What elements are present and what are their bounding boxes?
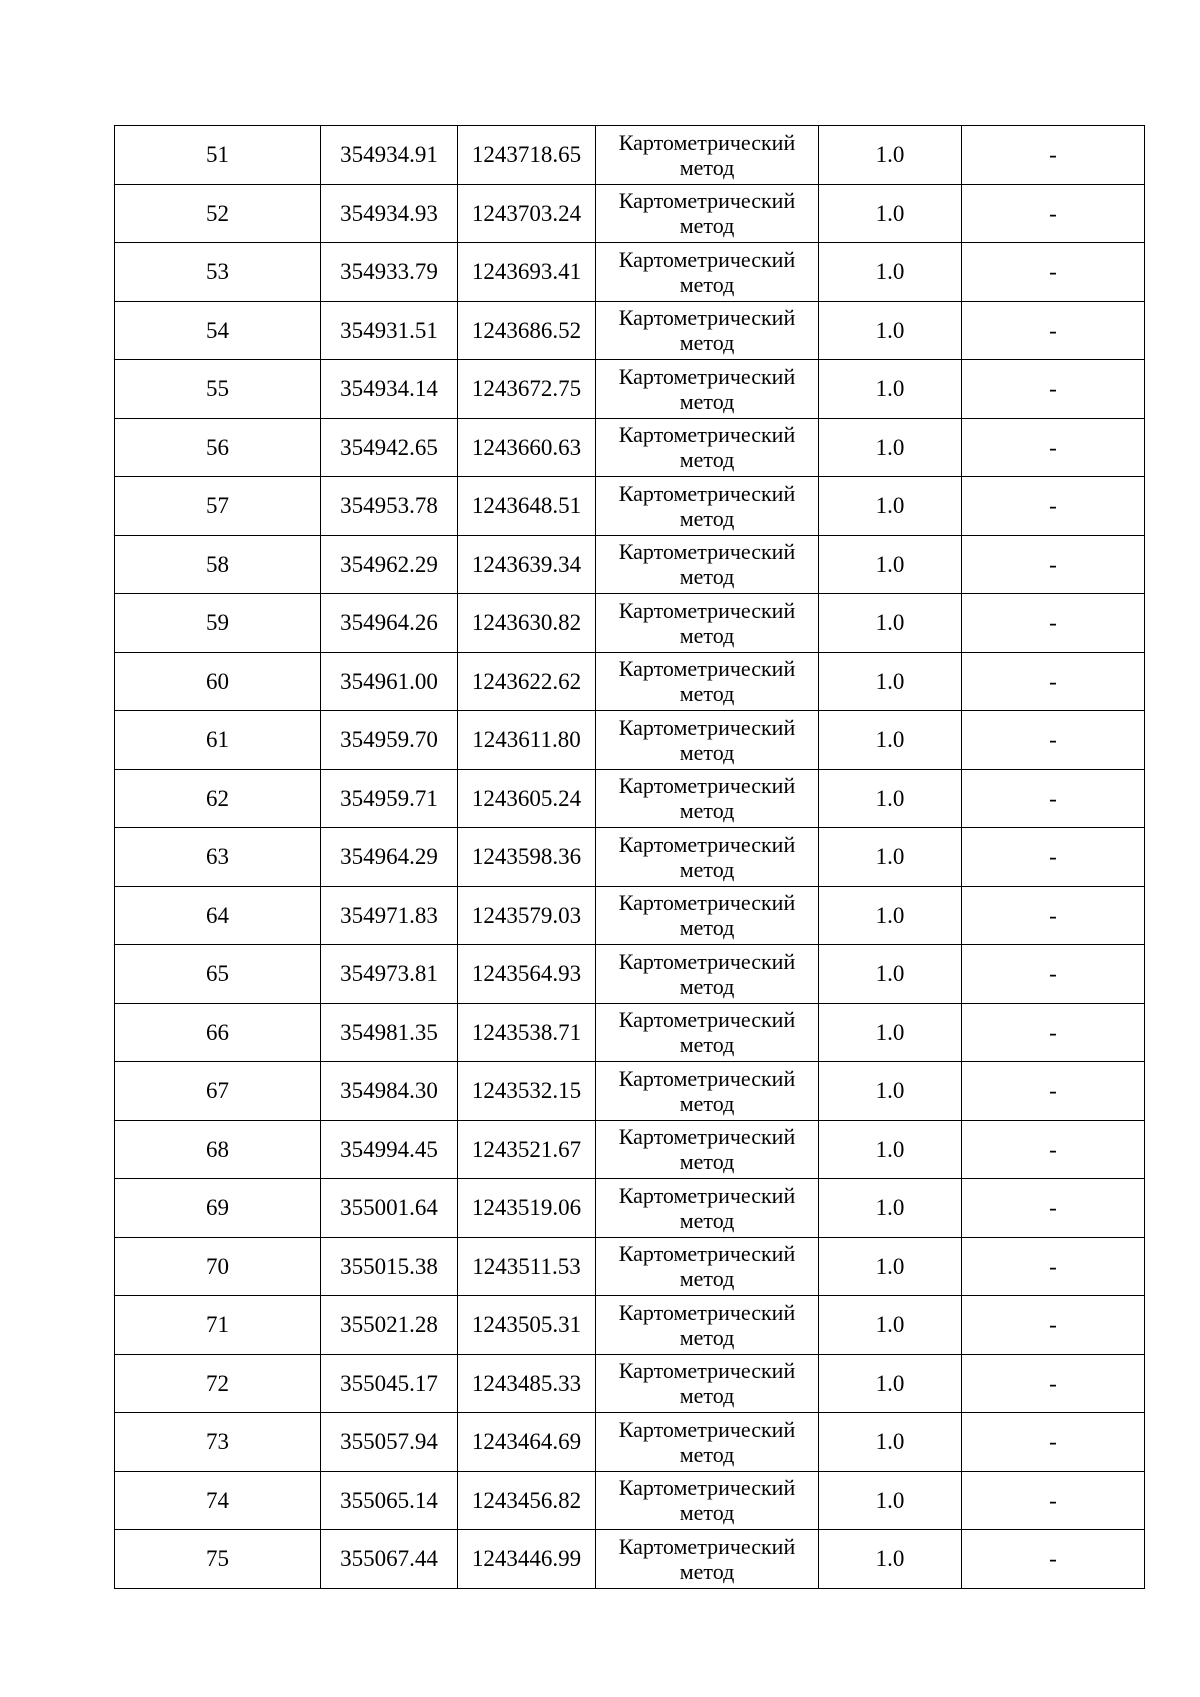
method-line-1: Картометрический [618,305,796,331]
accuracy-cell: 1.0 [819,360,962,419]
table-row [115,652,1145,711]
accuracy-cell: 1.0 [819,1530,962,1589]
accuracy-cell: 1.0 [819,711,962,770]
method-line-2: метод [679,1090,735,1116]
point-number-cell: 54 [115,301,321,360]
x-coordinate-cell: 354964.26 [321,594,458,653]
method-line-1: Картометрический [618,890,796,916]
method-line-2: метод [679,739,735,765]
x-coordinate-cell: 355015.38 [321,1237,458,1296]
method-line-1: Картометрический [618,188,796,214]
table-row [115,886,1145,945]
accuracy-cell: 1.0 [819,1413,962,1472]
point-number-cell: 56 [115,418,321,477]
x-coordinate-cell: 354994.45 [321,1120,458,1179]
x-coordinate-cell: 355065.14 [321,1471,458,1530]
method-cell [596,711,819,770]
table-row [115,1471,1145,1530]
x-coordinate-cell: 354934.91 [321,126,458,185]
table-row [115,1296,1145,1355]
point-number-cell: 70 [115,1237,321,1296]
description-cell: - [962,1354,1145,1413]
method-line-1: Картометрический [618,1358,796,1384]
method-line-2: метод [679,1149,735,1175]
table-row [115,301,1145,360]
method-line-2: метод [679,1324,735,1350]
accuracy-cell: 1.0 [819,652,962,711]
method-line-2: метод [679,330,735,356]
accuracy-cell: 1.0 [819,1120,962,1179]
point-number-cell: 66 [115,1003,321,1062]
description-cell: - [962,1062,1145,1121]
method-cell [596,1179,819,1238]
method-line-1: Картометрический [618,480,796,506]
accuracy-cell: 1.0 [819,1003,962,1062]
method-cell [596,1530,819,1589]
method-line-2: метод [679,1032,735,1058]
method-line-1: Картометрический [618,1124,796,1150]
description-cell: - [962,1530,1145,1589]
method-cell [596,243,819,302]
point-number-cell: 68 [115,1120,321,1179]
description-cell: - [962,477,1145,536]
point-number-cell: 52 [115,184,321,243]
method-cell [596,1120,819,1179]
x-coordinate-cell: 354961.00 [321,652,458,711]
method-line-1: Картометрический [618,363,796,389]
description-cell: - [962,1179,1145,1238]
table-row [115,769,1145,828]
accuracy-cell: 1.0 [819,945,962,1004]
accuracy-cell: 1.0 [819,828,962,887]
table-row [115,594,1145,653]
method-line-1: Картометрический [618,1007,796,1033]
description-cell: - [962,1471,1145,1530]
y-coordinate-cell: 1243485.33 [458,1354,596,1413]
point-number-cell: 74 [115,1471,321,1530]
method-cell [596,594,819,653]
method-line-2: метод [679,213,735,239]
description-cell: - [962,360,1145,419]
coordinates-table [114,125,1145,1589]
y-coordinate-cell: 1243464.69 [458,1413,596,1472]
y-coordinate-cell: 1243532.15 [458,1062,596,1121]
point-number-cell: 55 [115,360,321,419]
method-cell [596,1062,819,1121]
point-number-cell: 62 [115,769,321,828]
description-cell: - [962,184,1145,243]
x-coordinate-cell: 354973.81 [321,945,458,1004]
y-coordinate-cell: 1243672.75 [458,360,596,419]
table-row [115,711,1145,770]
method-line-1: Картометрический [618,948,796,974]
y-coordinate-cell: 1243511.53 [458,1237,596,1296]
accuracy-cell: 1.0 [819,1179,962,1238]
method-line-1: Картометрический [618,773,796,799]
y-coordinate-cell: 1243579.03 [458,886,596,945]
x-coordinate-cell: 354934.14 [321,360,458,419]
x-coordinate-cell: 355021.28 [321,1296,458,1355]
point-number-cell: 57 [115,477,321,536]
method-line-2: метод [679,447,735,473]
method-line-2: метод [679,1500,735,1526]
x-coordinate-cell: 354959.71 [321,769,458,828]
method-line-1: Картометрический [618,714,796,740]
point-number-cell: 72 [115,1354,321,1413]
method-line-2: метод [679,388,735,414]
method-cell [596,360,819,419]
x-coordinate-cell: 354964.29 [321,828,458,887]
x-coordinate-cell: 354942.65 [321,418,458,477]
description-cell: - [962,652,1145,711]
x-coordinate-cell: 355045.17 [321,1354,458,1413]
coordinates-table-container [114,125,1144,1589]
x-coordinate-cell: 354962.29 [321,535,458,594]
x-coordinate-cell: 354934.93 [321,184,458,243]
point-number-cell: 64 [115,886,321,945]
point-number-cell: 75 [115,1530,321,1589]
x-coordinate-cell: 354971.83 [321,886,458,945]
table-row [115,535,1145,594]
y-coordinate-cell: 1243598.36 [458,828,596,887]
table-row [115,243,1145,302]
y-coordinate-cell: 1243505.31 [458,1296,596,1355]
method-line-1: Картометрический [618,1241,796,1267]
x-coordinate-cell: 354984.30 [321,1062,458,1121]
method-cell [596,535,819,594]
y-coordinate-cell: 1243693.41 [458,243,596,302]
accuracy-cell: 1.0 [819,1354,962,1413]
description-cell: - [962,945,1145,1004]
method-line-2: метод [679,1266,735,1292]
accuracy-cell: 1.0 [819,769,962,828]
method-cell [596,1296,819,1355]
table-row [115,945,1145,1004]
method-line-1: Картометрический [618,1065,796,1091]
accuracy-cell: 1.0 [819,1062,962,1121]
table-row [115,184,1145,243]
method-cell [596,301,819,360]
table-row [115,1413,1145,1472]
y-coordinate-cell: 1243519.06 [458,1179,596,1238]
table-row [115,418,1145,477]
description-cell: - [962,243,1145,302]
method-line-2: метод [679,798,735,824]
method-line-1: Картометрический [618,539,796,565]
table-body [115,126,1145,1589]
description-cell: - [962,769,1145,828]
point-number-cell: 71 [115,1296,321,1355]
method-cell [596,886,819,945]
y-coordinate-cell: 1243611.80 [458,711,596,770]
y-coordinate-cell: 1243622.62 [458,652,596,711]
method-cell [596,477,819,536]
method-line-2: метод [679,1207,735,1233]
method-line-2: метод [679,973,735,999]
accuracy-cell: 1.0 [819,886,962,945]
accuracy-cell: 1.0 [819,1296,962,1355]
point-number-cell: 65 [115,945,321,1004]
point-number-cell: 63 [115,828,321,887]
description-cell: - [962,418,1145,477]
point-number-cell: 59 [115,594,321,653]
description-cell: - [962,886,1145,945]
method-cell [596,1413,819,1472]
y-coordinate-cell: 1243639.34 [458,535,596,594]
point-number-cell: 51 [115,126,321,185]
point-number-cell: 69 [115,1179,321,1238]
point-number-cell: 60 [115,652,321,711]
method-line-1: Картометрический [618,656,796,682]
method-line-2: метод [679,681,735,707]
point-number-cell: 58 [115,535,321,594]
description-cell: - [962,535,1145,594]
point-number-cell: 67 [115,1062,321,1121]
method-line-1: Картометрический [618,831,796,857]
method-line-1: Картометрический [618,246,796,272]
accuracy-cell: 1.0 [819,301,962,360]
description-cell: - [962,1237,1145,1296]
table-row [115,1120,1145,1179]
x-coordinate-cell: 355001.64 [321,1179,458,1238]
method-cell [596,1003,819,1062]
description-cell: - [962,126,1145,185]
method-line-2: метод [679,856,735,882]
y-coordinate-cell: 1243446.99 [458,1530,596,1589]
y-coordinate-cell: 1243538.71 [458,1003,596,1062]
method-cell [596,418,819,477]
description-cell: - [962,711,1145,770]
table-row [115,360,1145,419]
accuracy-cell: 1.0 [819,184,962,243]
x-coordinate-cell: 355067.44 [321,1530,458,1589]
method-line-2: метод [679,154,735,180]
description-cell: - [962,1120,1145,1179]
accuracy-cell: 1.0 [819,418,962,477]
method-cell [596,1237,819,1296]
method-line-2: метод [679,622,735,648]
method-line-1: Картометрический [618,1416,796,1442]
table-row [115,1354,1145,1413]
y-coordinate-cell: 1243605.24 [458,769,596,828]
point-number-cell: 53 [115,243,321,302]
table-row [115,1237,1145,1296]
method-line-2: метод [679,1383,735,1409]
y-coordinate-cell: 1243718.65 [458,126,596,185]
description-cell: - [962,1003,1145,1062]
point-number-cell: 73 [115,1413,321,1472]
x-coordinate-cell: 354953.78 [321,477,458,536]
x-coordinate-cell: 354933.79 [321,243,458,302]
method-cell [596,769,819,828]
y-coordinate-cell: 1243648.51 [458,477,596,536]
description-cell: - [962,594,1145,653]
method-cell [596,184,819,243]
method-line-2: метод [679,1441,735,1467]
table-row [115,1179,1145,1238]
method-cell [596,1471,819,1530]
method-cell [596,828,819,887]
method-line-1: Картометрический [618,1475,796,1501]
table-row [115,1530,1145,1589]
accuracy-cell: 1.0 [819,594,962,653]
method-line-1: Картометрический [618,1533,796,1559]
method-line-2: метод [679,564,735,590]
x-coordinate-cell: 354981.35 [321,1003,458,1062]
method-cell [596,652,819,711]
accuracy-cell: 1.0 [819,1237,962,1296]
table-row [115,1003,1145,1062]
table-row [115,477,1145,536]
point-number-cell: 61 [115,711,321,770]
accuracy-cell: 1.0 [819,535,962,594]
accuracy-cell: 1.0 [819,477,962,536]
method-line-2: метод [679,505,735,531]
y-coordinate-cell: 1243703.24 [458,184,596,243]
accuracy-cell: 1.0 [819,243,962,302]
description-cell: - [962,1296,1145,1355]
method-cell [596,1354,819,1413]
table-row [115,1062,1145,1121]
description-cell: - [962,1413,1145,1472]
table-row [115,126,1145,185]
method-line-1: Картометрический [618,597,796,623]
y-coordinate-cell: 1243630.82 [458,594,596,653]
method-line-1: Картометрический [618,1182,796,1208]
x-coordinate-cell: 354959.70 [321,711,458,770]
x-coordinate-cell: 355057.94 [321,1413,458,1472]
table-row [115,828,1145,887]
method-line-2: метод [679,1558,735,1584]
method-cell [596,126,819,185]
method-line-2: метод [679,915,735,941]
x-coordinate-cell: 354931.51 [321,301,458,360]
method-cell [596,945,819,1004]
accuracy-cell: 1.0 [819,1471,962,1530]
y-coordinate-cell: 1243456.82 [458,1471,596,1530]
y-coordinate-cell: 1243686.52 [458,301,596,360]
method-line-1: Картометрический [618,129,796,155]
y-coordinate-cell: 1243660.63 [458,418,596,477]
method-line-1: Картометрический [618,422,796,448]
method-line-2: метод [679,271,735,297]
description-cell: - [962,301,1145,360]
method-line-1: Картометрический [618,1299,796,1325]
accuracy-cell: 1.0 [819,126,962,185]
y-coordinate-cell: 1243564.93 [458,945,596,1004]
y-coordinate-cell: 1243521.67 [458,1120,596,1179]
description-cell: - [962,828,1145,887]
